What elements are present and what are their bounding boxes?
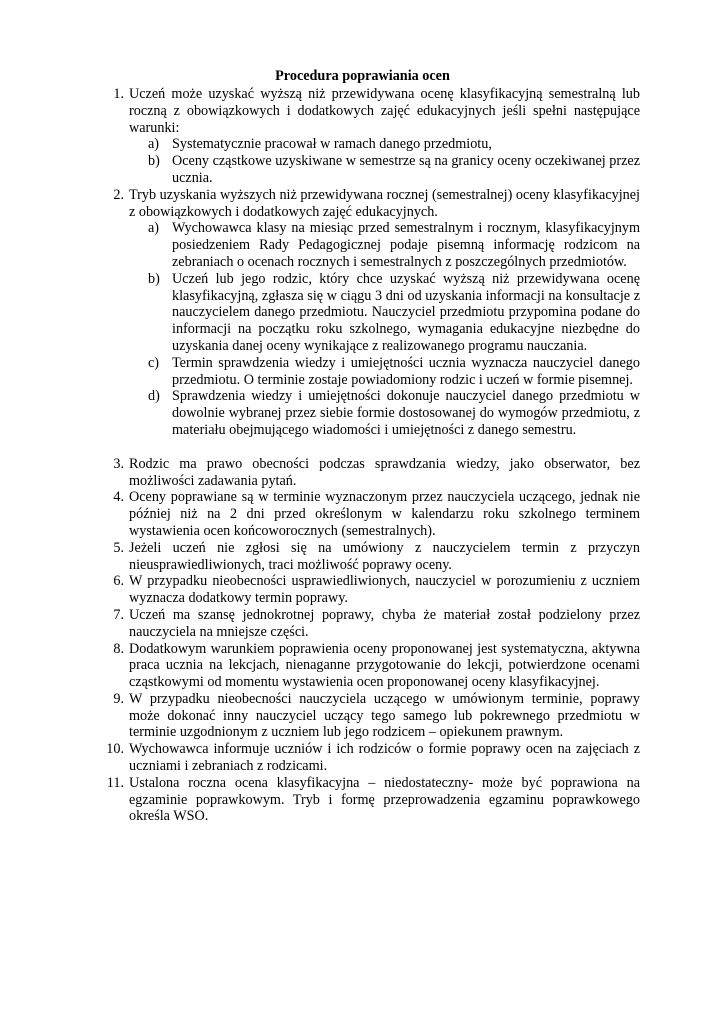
sub-item-1b — [0, 153, 640, 187]
item-number: 5. — [113, 539, 124, 556]
item-text: W przypadku nieobecności usprawiedliwionych, nauczyciel w porozumieniu z uczniem wyznacza dodatkowy termin poprawy. — [129, 573, 640, 607]
sub-item-letter: b) — [148, 270, 160, 287]
sub-item-letter: d) — [148, 388, 160, 405]
item-number: 3. — [113, 455, 124, 472]
sub-item-text: Uczeń lub jego rodzic, który chce uzyskać wyższą niż przewidywana ocenę klasyfikacyjną, zgłasza się w ciągu 3 dni od uzyskania informacji na konsultacje z nauczycielem danego przedmiotu. Nauczyciel przedmiotu przypomina podane do informacji na początku roku szkolnego, wymagania edukacyjne niezbędne do uzyskania danej oceny wynikające z realizowanego programu nauczania. — [172, 270, 640, 354]
list-item-11 — [0, 775, 640, 825]
item-number: 9. — [113, 690, 124, 707]
list-item-1 — [0, 86, 640, 136]
sub-item-2d — [0, 388, 640, 438]
item-text: Uczeń ma szansę jednokrotnej poprawy, chyba że materiał został podzielony przez nauczyciela na mniejsze części. — [129, 606, 640, 640]
item-number: 4. — [113, 489, 124, 506]
spacer — [0, 439, 725, 456]
sub-item-2b — [0, 271, 640, 355]
item-number: 10. — [106, 741, 124, 758]
item-text: Jeżeli uczeń nie zgłosi się na umówiony z nauczycielem termin z przyczyn nieusprawiedliwionych, traci możliwość poprawy oceny. — [129, 539, 640, 573]
item-text: W przypadku nieobecności nauczyciela uczącego w umówionym terminie, poprawy może dokonać inny nauczyciel uczący tego samego lub pokrewnego przedmiotu w terminie uzgodnionym z uczniem lub jego rodzicem – opiekunem prawnym. — [129, 690, 640, 741]
item-text: Uczeń może uzyskać wyższą niż przewidywana ocenę klasyfikacyjną semestralną lub roczną z obowiązkowych i dodatkowych zajęć edukacyjnych jeśli spełni następujące warunki: — [129, 86, 640, 136]
item-text: Rodzic ma prawo obecności podczas sprawdzania wiedzy, jako obserwator, bez możliwości zadawania pytań. — [129, 455, 640, 489]
item-text: Tryb uzyskania wyższych niż przewidywana rocznej (semestralnej) oceny klasyfikacyjnej z obowiązkowych i dodatkowych zajęć edukacyjnych. — [129, 186, 640, 220]
sub-item-text: Systematycznie pracował w ramach danego przedmiotu, — [172, 136, 492, 153]
list-item-10 — [0, 741, 640, 775]
item-number: 8. — [113, 640, 124, 657]
list-item-5 — [0, 540, 640, 574]
item-number: 7. — [113, 606, 124, 623]
sub-item-letter: c) — [148, 354, 160, 371]
document-title: Procedura poprawiania ocen — [275, 68, 450, 84]
item-text: Oceny poprawiane są w terminie wyznaczonym przez nauczyciela uczącego, jednak nie później niż na 2 dni przed określonym w kalendarzu roku szkolnego terminem wystawienia ocen końcoworocznych (semestralnych). — [129, 489, 640, 539]
item-number: 6. — [113, 573, 124, 590]
list-item-6 — [0, 573, 640, 607]
item-number: 1. — [113, 86, 124, 102]
item-text: Ustalona roczna ocena klasyfikacyjna – niedostateczny- może być poprawiona na egzaminie poprawkowym. Tryb i formę przeprowadzenia egzaminu poprawkowego określa WSO. — [129, 774, 640, 825]
sub-item-letter: b) — [148, 153, 160, 170]
list-item-7 — [0, 607, 640, 641]
sub-item-letter: a) — [148, 136, 160, 153]
sub-item-2c — [0, 355, 640, 389]
list-item-2 — [0, 187, 640, 221]
list-item-4 — [0, 489, 640, 539]
sub-item-2a — [0, 220, 640, 270]
list-item-8 — [0, 641, 640, 691]
sub-item-text: Sprawdzenia wiedzy i umiejętności dokonuje nauczyciel danego przedmiotu w dowolnie wybranej przez siebie formie dostosowanej do wymogów przedmiotu, z materiału obejmującego wiadomości i umiejętności z danego semestru. — [172, 388, 640, 438]
item-text: Wychowawca informuje uczniów i ich rodziców o formie poprawy ocen na zajęciach z uczniami i zebraniach z rodzicami. — [129, 741, 640, 775]
list-item-3 — [0, 456, 640, 490]
sub-item-text: Termin sprawdzenia wiedzy i umiejętności ucznia wyznacza nauczyciel danego przedmiotu. O terminie zostaje powiadomiony rodzic i uczeń w formie pisemnej. — [172, 354, 640, 388]
list-item-9 — [0, 691, 640, 741]
sub-item-letter: a) — [148, 220, 160, 237]
sub-item-text: Wychowawca klasy na miesiąc przed semestralnym i rocznym, klasyfikacyjnym posiedzeniem Rady Pedagogicznej podaje pisemną informację rodzicom na zebraniach o ocenach rocznych i semestralnych z poszczególnych przedmiotów. — [172, 220, 640, 270]
item-number: 11. — [106, 774, 124, 791]
sub-item-1a — [0, 136, 640, 153]
item-text: Dodatkowym warunkiem poprawienia oceny proponowanej jest systematyczna, aktywna praca ucznia na lekcjach, nienaganne przygotowanie do lekcji, potwierdzone ocenami cząstkowymi od momentu wystawienia ocen proponowanej oceny klasyfikacyjnej. — [129, 640, 640, 691]
sub-item-text: Oceny cząstkowe uzyskiwane w semestrze są na granicy oceny oczekiwanej przez ucznia. — [172, 153, 640, 186]
item-number: 2. — [113, 186, 124, 203]
procedure-list — [0, 86, 725, 825]
